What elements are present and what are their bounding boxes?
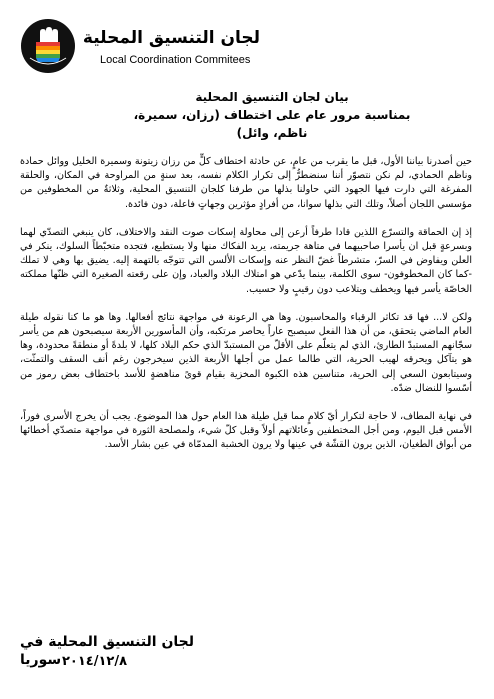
letterhead bbox=[20, 18, 480, 78]
paragraph: حين أصدرنا بياننا الأول، قبل ما يقرب من عامٍ، عن حادثة اختطاف كلٍّ من رزان زيتونة وسميرة الخليل ووائل حمادة وناظم الحمادي، لم نكن نتصوّر أننا سنضطرُّ إلى تكرار الكلام نفسه، بعد سنةٍ من المراوحة في المكان، والحلقة المفرغة التي دارت فيها الجهود التي حاولنا بذلها من طرفنا كلجان التنسيق المحلية، وثلاثةٌ من المخطوفين من مؤسسي اللجان أصلاً، وتلك التي بذلها سوانا، من أفرادٍ مؤثرين وجهاتٍ فاعلة، دون فائدة. bbox=[20, 156, 472, 210]
statement-body bbox=[20, 155, 472, 467]
paragraph: ولكن لا... فها قد تكاثر الرقباء والمحاسبون. وها هي الرعونة في مواجهة نتائج أفعالها. وها هو ما كنا نقوله طيلة العام الماضي يتحقق، من أن هذا الفعل سيصبح عاراً يحاصر مرتكبه، وأن المأسورين الأربعة سيصبحون هم من يأسر سجّانهم المستبدّ الطارئ، الذي لم يتعلّم على الأقلّ من المستبدّ الذي حكم البلاد كلها، لا بلدةً أو منطقةً محدودة، وها هو يتآكل ويحرقه لهيب الحرية، التي طالما عمل من أجلها الأربعة الذين سيخرجون رغم أنف السقف والتمثّت، وسيتابعون السعي إلى الحرية، متناسين هذه الكبوة المخزية بقيام قوىً مناهضةٍ للأسد باختطاف بعض رموز من أسّسوا للنضال ضدّه. bbox=[20, 311, 472, 394]
signature-name: لجان التنسيق المحلية في سوريا bbox=[20, 634, 195, 668]
statement-title bbox=[122, 88, 422, 142]
org-name-english: Local Coordination Commitees bbox=[100, 54, 251, 66]
lcc-logo-icon bbox=[20, 18, 76, 74]
paragraph: في نهاية المطاف، لا حاجة لتكرار أيّ كلامٍ مما قيل طيلة هذا العام حول هذا الموضوع. يجب أن يخرج الأسرى فوراً، الأمس قبل اليوم، ومن أجل المختطفين وعائلاتهم أولاً وقبل كلّ شيء، ولمصلحة الثورة في مواجهة متصدّي أخطائها من أبواق الطغيان، الذين يرون القشّة في عينها ولا يرون الخشبة المدمّاة في عين بشار الأسد. bbox=[20, 411, 472, 451]
signature-date: ٢٠١٤/١٢/٨ bbox=[62, 654, 128, 669]
paragraph: إذ إن الحماقة والتسرّع اللذين قادا طرفاً أرعن إلى محاولة إسكات صوت النقد والاختلاف، كان ينبغي التصدّي لهما وبسرعةٍ قبل ان يأسرا صاحبيهما في متاهة جريمته، يريد الفكاك منها ولا يستطيع، فتجده متخبّطاً السلوك، ينكر في العلن ويفاوض في السرّ، متشرطاً غضّ النظر عنه وإسكات الألسن التي تتوجّه بالتهمة إليه. يضيق بها وهي لا تملك -كما كان المخطوفون- سوى الكلمة، بينما يدّعي هو امتلاك البلاد والعباد، وإن على رقعته الصغيرة التي ظنّها مملكته الخاصّة يأسر فيها ويخطف ويتلاعب دون رقيبٍ ولا حسيب. bbox=[20, 226, 472, 295]
title-line-2: بمناسبة مرور عام على اختطاف (رزان، سميرة، ناظم، وائل) bbox=[133, 108, 411, 140]
org-name-arabic: لجان التنسيق المحلية bbox=[82, 28, 260, 48]
title-line-1: بيان لجان التنسيق المحلية bbox=[195, 90, 349, 104]
